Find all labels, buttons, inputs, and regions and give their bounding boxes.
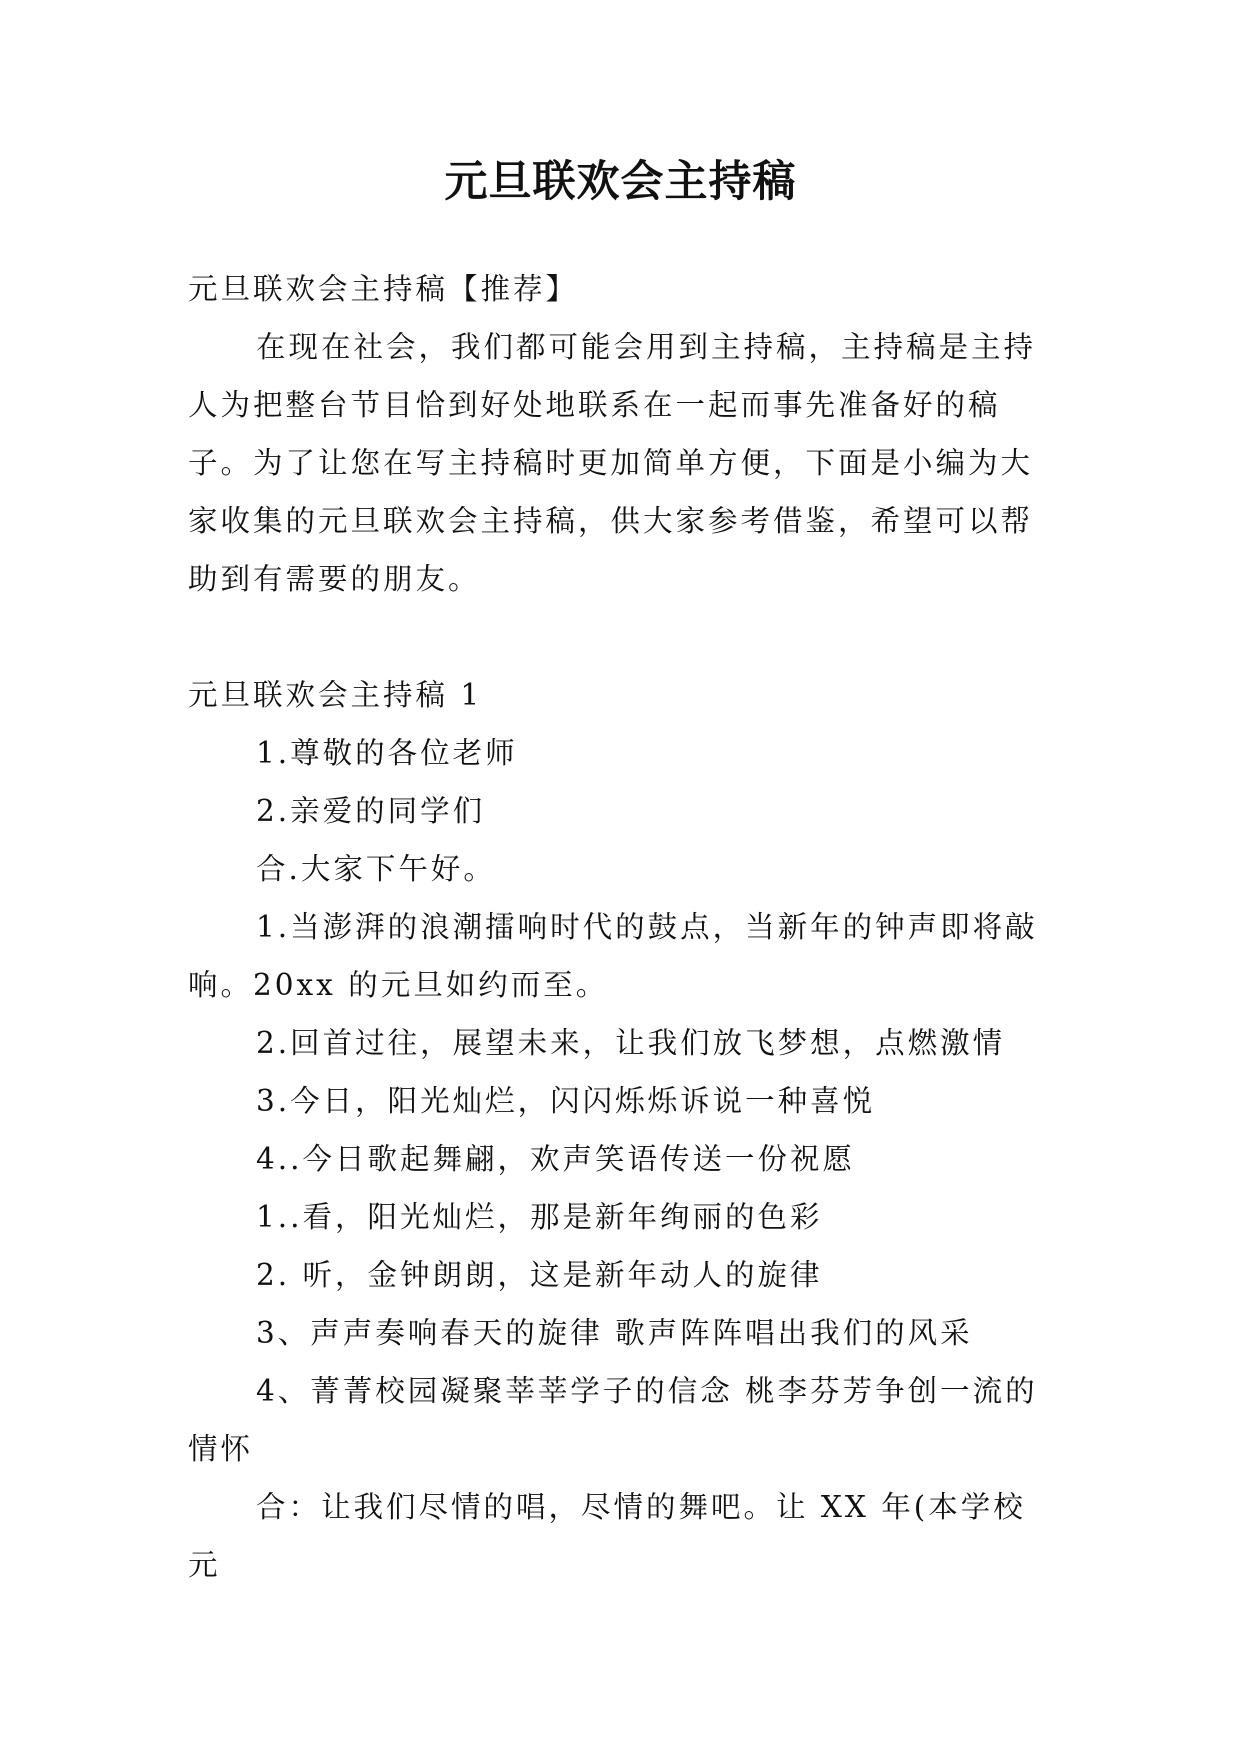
document-title: 元旦联欢会主持稿 (444, 157, 797, 207)
script-line: 4..今日歌起舞翩，欢声笑语传送一份祝愿 (256, 1142, 856, 1176)
script-line: 3.今日，阳光灿烂，闪闪烁烁诉说一种喜悦 (256, 1084, 876, 1118)
section-heading: 元旦联欢会主持稿 1 (188, 678, 483, 712)
script-line: 3、声声奏响春天的旋律 歌声阵阵唱出我们的风采 (256, 1316, 973, 1350)
document-subtitle: 元旦联欢会主持稿【推荐】 (188, 272, 579, 306)
paragraph-gap (188, 608, 1058, 666)
script-line: 1..看，阳光灿烂，那是新年绚丽的色彩 (256, 1200, 823, 1234)
script-line: 1.当澎湃的浪潮擂响时代的鼓点，当新年的钟声即将敲响。20xx 的元旦如约而至。 (188, 910, 1038, 1002)
script-line: 2.亲爱的同学们 (256, 794, 486, 828)
document-body (188, 260, 1058, 1594)
script-line: 2. 听，金钟朗朗，这是新年动人的旋律 (256, 1258, 823, 1292)
intro-paragraph: 在现在社会，我们都可能会用到主持稿，主持稿是主持人为把整台节目恰到好处地联系在一起而事先准备好的稿子。为了让您在写主持稿时更加简单方便，下面是小编为大家收集的元旦联欢会主持稿，供大家参考借鉴，希望可以帮助到有需要的朋友。 (188, 330, 1037, 596)
script-line: 合：让我们尽情的唱，尽情的舞吧。让 XX 年(本学校元 (188, 1490, 1026, 1582)
script-line: 2.回首过往，展望未来，让我们放飞梦想，点燃激情 (256, 1026, 1006, 1060)
script-line: 1.尊敬的各位老师 (256, 736, 518, 770)
script-line: 4、菁菁校园凝聚莘莘学子的信念 桃李芬芳争创一流的情怀 (188, 1374, 1038, 1466)
script-line: 合.大家下午好。 (256, 852, 496, 886)
